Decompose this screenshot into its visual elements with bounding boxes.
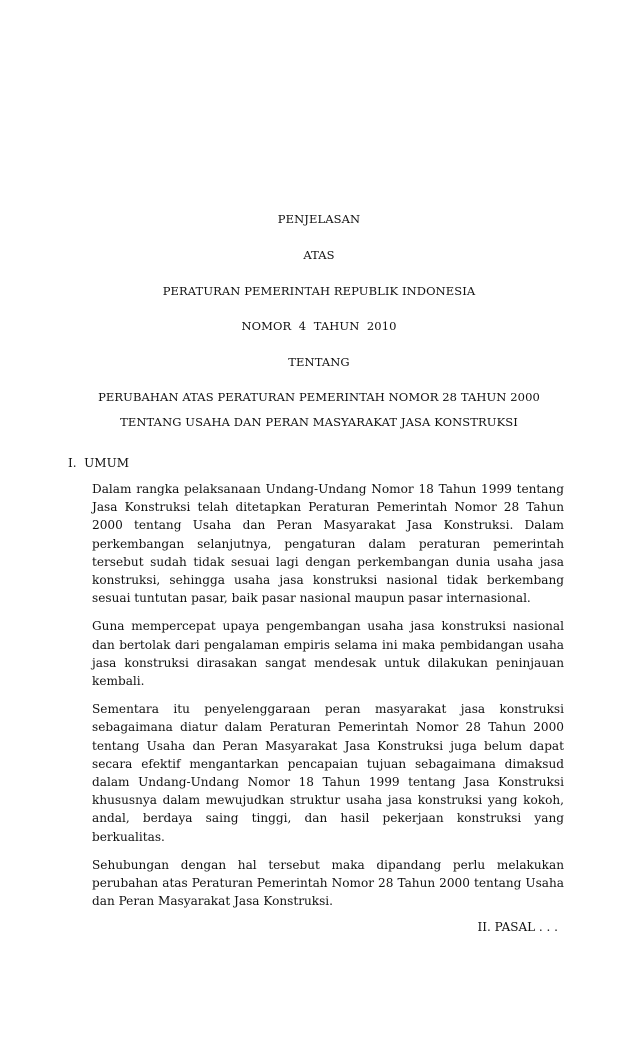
- paragraph-4: Sehubungan dengan hal tersebut maka dipandang perlu melakukan perubahan atas Peraturan Pemerintah Nomor 28 Tahun 2000 tentang Usaha dan Peran Masyarakat Jasa Konstruksi.: [92, 857, 564, 909]
- section-title-umum: I. UMUM: [68, 456, 129, 470]
- heading-regulation-number: NOMOR 4 TAHUN 2010: [241, 319, 397, 333]
- heading-atas: ATAS: [303, 248, 335, 262]
- section-body: [92, 480, 564, 920]
- heading-regulation-type: PERATURAN PEMERINTAH REPUBLIK INDONESIA: [162, 284, 476, 298]
- next-page-reference: II. PASAL . . .: [477, 920, 558, 934]
- paragraph-2: Guna mempercepat upaya pengembangan usaha jasa konstruksi nasional dan bertolak dari pengalaman empiris selama ini maka pembidangan usaha jasa konstruksi dirasakan sangat mendesak untuk dilakukan peninjauan kembali.: [92, 619, 564, 689]
- heading-tentang: TENTANG: [288, 355, 350, 369]
- paragraph-3: Sementara itu penyelenggaraan peran masyarakat jasa konstruksi sebagaimana diatur dalam Peraturan Pemerintah Nomor 28 Tahun 2000 tentang Usaha dan Peran Masyarakat Jasa Konstruksi juga belum dapat secara efektif mengantarkan pencapaian tujuan sebagaimana dimaksud dalam Undang-Undang Nomor 18 Tahun 1999 tentang Jasa Konstruksi khususnya dalam mewujudkan struktur usaha jasa konstruksi yang kokoh, andal, berdaya saing tinggi, dan hasil pekerjaan konstruksi yang berkualitas.: [92, 702, 564, 844]
- paragraph-1: Dalam rangka pelaksanaan Undang-Undang Nomor 18 Tahun 1999 tentang Jasa Konstruksi telah ditetapkan Peraturan Pemerintah Nomor 28 Tahun 2000 tentang Usaha dan Peran Masyarakat Jasa Konstruksi. Dalam perkembangan selanjutnya, pengaturan dalam peraturan pemerintah tersebut sudah tidak sesuai lagi dengan perkembangan dunia usaha jasa konstruksi, sehingga usaha jasa konstruksi nasional tidak berkembang sesuai tuntutan pasar, baik pasar nasional maupun pasar internasional.: [92, 482, 564, 606]
- heading-penjelasan: PENJELASAN: [277, 212, 361, 226]
- heading-subject-line-1: PERUBAHAN ATAS PERATURAN PEMERINTAH NOMOR 28 TAHUN 2000: [98, 390, 540, 404]
- heading-subject-line-2: TENTANG USAHA DAN PERAN MASYARAKAT JASA KONSTRUKSI: [120, 415, 518, 429]
